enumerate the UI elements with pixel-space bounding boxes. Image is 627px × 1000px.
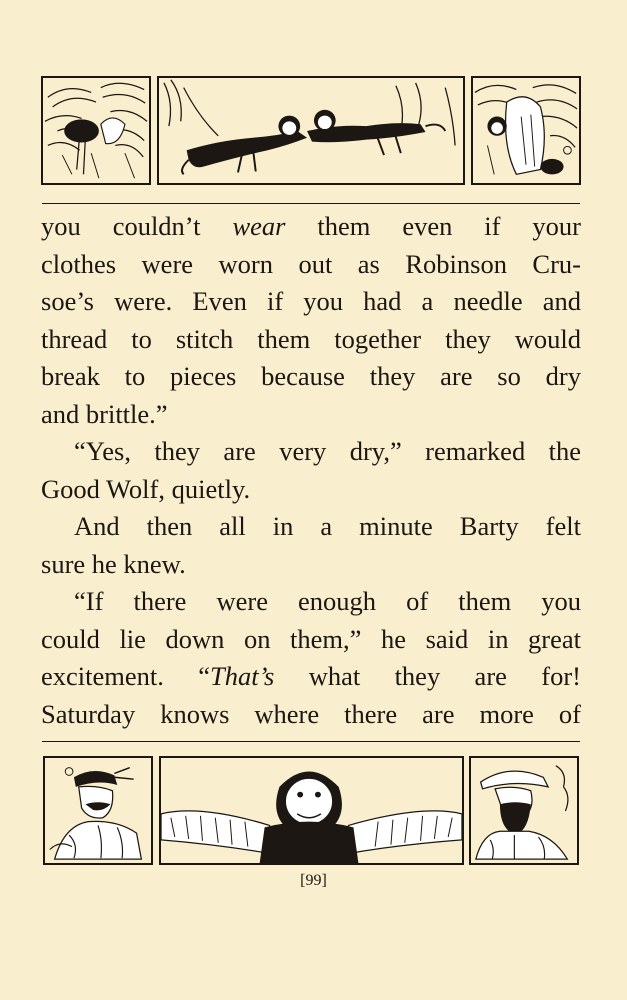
top-rule xyxy=(42,203,580,204)
pirate-icon xyxy=(45,758,151,863)
text-run: sure he knew. xyxy=(41,548,186,579)
text-line xyxy=(41,358,581,396)
header-panel-left xyxy=(41,76,151,185)
bottom-rule xyxy=(42,741,580,742)
text-run: what they are for! xyxy=(274,661,581,691)
palm-leaves-icon xyxy=(43,78,149,183)
body-text xyxy=(41,208,581,733)
text-line xyxy=(41,433,581,471)
text-line xyxy=(41,508,581,546)
palm-leaves-icon xyxy=(473,78,579,183)
monkeys-swinging-icon xyxy=(159,78,463,183)
text-run: could lie down on them,” he said in great xyxy=(41,623,581,654)
footer-panel-right xyxy=(469,756,579,865)
text-run: excitement. “ xyxy=(41,661,210,691)
text-line xyxy=(41,471,581,509)
emphasized-text: wear xyxy=(232,211,286,241)
text-line xyxy=(41,621,581,659)
ape-icon xyxy=(161,758,462,863)
text-run: Good Wolf, quietly. xyxy=(41,473,251,504)
text-run: “If there were enough of them you xyxy=(74,586,581,616)
text-line xyxy=(41,321,581,359)
text-line xyxy=(41,546,581,584)
text-run: And then all in a minute Barty felt xyxy=(74,511,581,541)
text-line xyxy=(41,696,581,734)
footer-panel-left xyxy=(43,756,153,865)
text-run: Saturday knows where there are more of xyxy=(41,698,581,729)
text-line xyxy=(41,396,581,434)
text-run: them even if your xyxy=(285,211,581,241)
text-line xyxy=(41,208,581,246)
bearded-man-icon xyxy=(471,758,577,863)
text-run: you couldn’t xyxy=(41,211,233,241)
text-line xyxy=(41,583,581,621)
text-run: and brittle.” xyxy=(41,398,168,429)
text-line xyxy=(41,283,581,321)
page-number: [99] xyxy=(300,872,327,889)
text-run: thread to stitch them together they would xyxy=(41,323,581,354)
text-run: clothes were worn out as Robinson Cru- xyxy=(41,248,581,279)
footer-panel-center xyxy=(159,756,464,865)
text-line xyxy=(41,246,581,284)
text-run: “Yes, they are very dry,” remarked the xyxy=(74,436,581,466)
emphasized-text: That’s xyxy=(210,661,275,691)
text-run: soe’s were. Even if you had a needle and xyxy=(41,286,581,316)
header-panel-right xyxy=(471,76,581,185)
text-line xyxy=(41,658,581,696)
header-panel-center xyxy=(157,76,465,185)
text-run: break to pieces because they are so dry xyxy=(41,361,581,391)
